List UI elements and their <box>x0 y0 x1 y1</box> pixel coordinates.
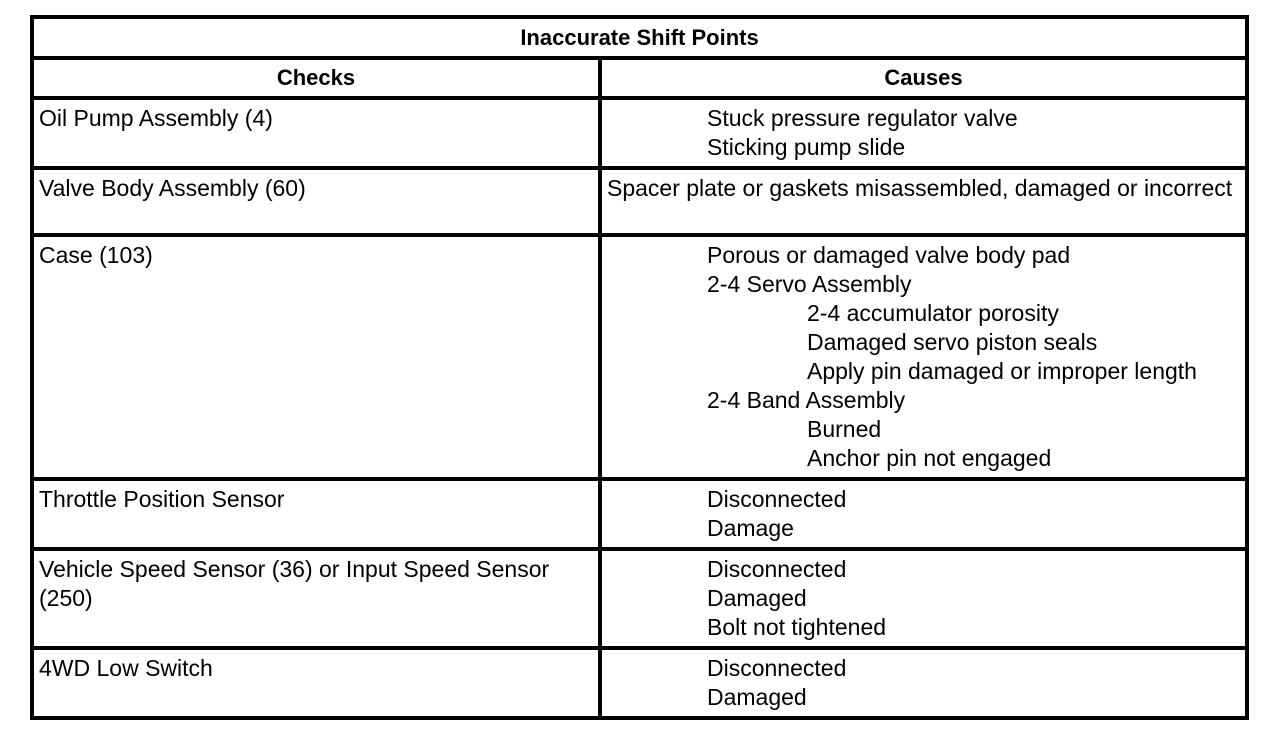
cause-item: Damaged <box>707 684 807 710</box>
cause-item: Disconnected <box>707 556 847 582</box>
table-row <box>32 235 1247 479</box>
cause-item: 2-4 Servo Assembly <box>707 271 912 297</box>
cause-item: Bolt not tightened <box>707 614 887 640</box>
check-cell <box>32 479 600 549</box>
cause-item: Disconnected <box>707 655 847 681</box>
cause-item: Spacer plate or gaskets misassembled, damaged or incorrect <box>607 175 1233 201</box>
table-row <box>32 168 1247 235</box>
cause-item: Damaged <box>707 585 807 611</box>
check-label: Valve Body Assembly (60) <box>39 175 306 201</box>
causes-cell <box>600 235 1247 479</box>
table-row <box>32 648 1247 718</box>
cause-item: 2-4 Band Assembly <box>707 387 906 413</box>
check-label: Oil Pump Assembly (4) <box>39 105 273 131</box>
causes-cell <box>600 168 1247 235</box>
check-label: Throttle Position Sensor <box>39 486 285 512</box>
cause-item: Stuck pressure regulator valve <box>707 105 1018 131</box>
cause-subitem: 2-4 accumulator porosity <box>807 300 1059 326</box>
cause-item: Disconnected <box>707 486 847 512</box>
cause-subitem: Burned <box>807 416 882 442</box>
causes-cell <box>600 479 1247 549</box>
header-row <box>32 58 1247 98</box>
causes-cell <box>600 98 1247 168</box>
cause-subitem: Anchor pin not engaged <box>807 445 1052 471</box>
cause-subitem: Apply pin damaged or improper length <box>807 358 1197 384</box>
cause-item: Sticking pump slide <box>707 134 906 160</box>
check-cell <box>32 648 600 718</box>
check-label: Case (103) <box>39 242 153 268</box>
column-header-causes: Causes <box>600 58 1247 98</box>
causes-cell <box>600 648 1247 718</box>
title-row <box>32 17 1247 58</box>
diagnostic-table <box>30 15 1249 720</box>
column-header-checks: Checks <box>32 58 600 98</box>
cause-item: Porous or damaged valve body pad <box>707 242 1071 268</box>
cause-subitem: Damaged servo piston seals <box>807 329 1098 355</box>
cause-item: Damage <box>707 515 794 541</box>
table-title: Inaccurate Shift Points <box>32 17 1247 58</box>
check-cell <box>32 168 600 235</box>
check-label: 4WD Low Switch <box>39 655 213 681</box>
table-row <box>32 98 1247 168</box>
causes-cell <box>600 549 1247 648</box>
check-cell <box>32 549 600 648</box>
check-cell <box>32 235 600 479</box>
table-row <box>32 479 1247 549</box>
check-label: Vehicle Speed Sensor (36) or Input Speed Sensor (250) <box>39 556 550 611</box>
table-row <box>32 549 1247 648</box>
check-cell <box>32 98 600 168</box>
